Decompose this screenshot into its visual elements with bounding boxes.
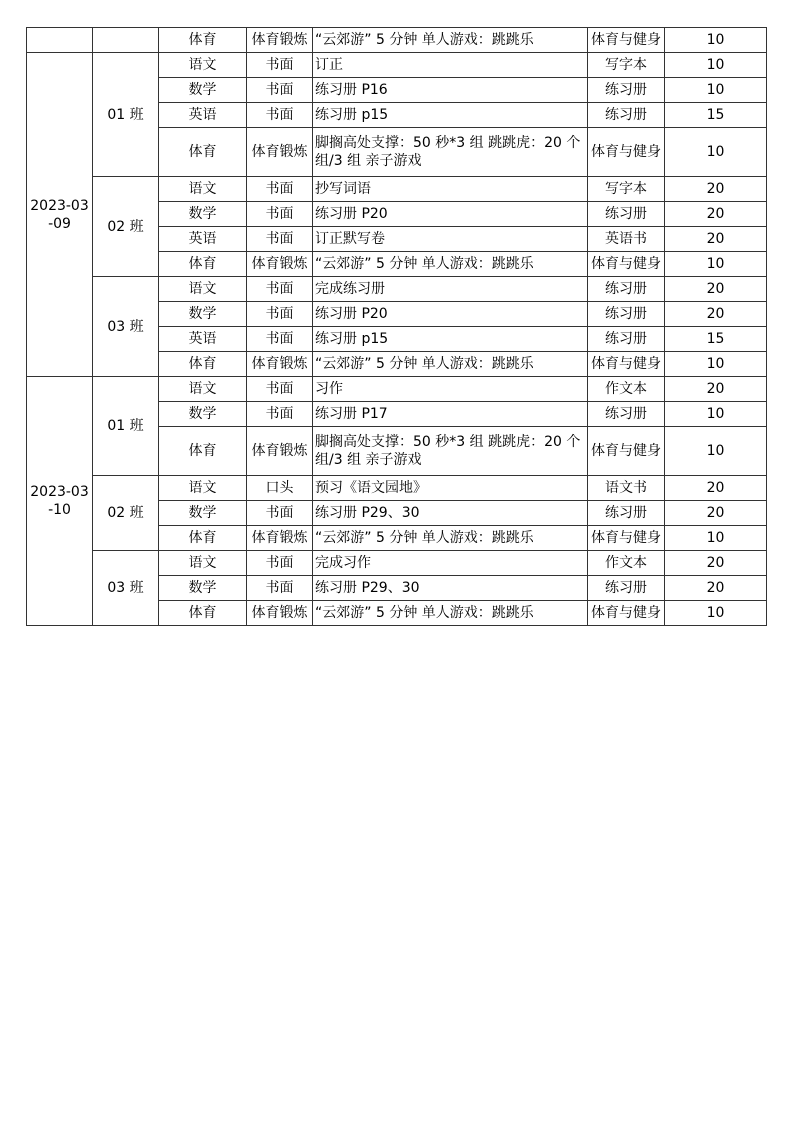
material-cell: 练习册 xyxy=(588,576,665,601)
subject-cell: 数学 xyxy=(159,402,247,427)
content-cell: 脚搁高处支撑：50 秒*3 组 跳跳虎：20 个组/3 组 亲子游戏 xyxy=(313,128,588,177)
type-cell: 书面 xyxy=(247,103,313,128)
content-cell: 练习册 P16 xyxy=(313,78,588,103)
content-cell: 订正 xyxy=(313,53,588,78)
class-cell: 02 班 xyxy=(93,476,159,551)
type-cell: 书面 xyxy=(247,402,313,427)
minutes-cell: 15 xyxy=(665,327,767,352)
material-cell: 作文本 xyxy=(588,551,665,576)
table-row xyxy=(27,28,767,53)
minutes-cell: 20 xyxy=(665,227,767,252)
minutes-cell: 20 xyxy=(665,202,767,227)
material-cell: 练习册 xyxy=(588,302,665,327)
material-cell: 写字本 xyxy=(588,53,665,78)
subject-cell: 数学 xyxy=(159,501,247,526)
material-cell: 体育与健身 xyxy=(588,427,665,476)
material-cell: 体育与健身 xyxy=(588,128,665,177)
subject-cell: 语文 xyxy=(159,476,247,501)
subject-cell: 体育 xyxy=(159,28,247,53)
material-cell: 练习册 xyxy=(588,78,665,103)
content-cell: 练习册 P29、30 xyxy=(313,501,588,526)
material-cell: 练习册 xyxy=(588,327,665,352)
table-row xyxy=(27,551,767,576)
content-cell: 订正默写卷 xyxy=(313,227,588,252)
type-cell: 体育锻炼 xyxy=(247,526,313,551)
material-cell: 练习册 xyxy=(588,202,665,227)
homework-table xyxy=(26,27,767,626)
material-cell: 练习册 xyxy=(588,103,665,128)
subject-cell: 数学 xyxy=(159,78,247,103)
minutes-cell: 10 xyxy=(665,252,767,277)
subject-cell: 语文 xyxy=(159,551,247,576)
table-row xyxy=(27,277,767,302)
date-cell xyxy=(27,28,93,53)
subject-cell: 数学 xyxy=(159,302,247,327)
subject-cell: 语文 xyxy=(159,277,247,302)
material-cell: 练习册 xyxy=(588,277,665,302)
class-cell: 03 班 xyxy=(93,551,159,626)
type-cell: 体育锻炼 xyxy=(247,352,313,377)
content-cell: 练习册 P17 xyxy=(313,402,588,427)
minutes-cell: 10 xyxy=(665,78,767,103)
type-cell: 书面 xyxy=(247,501,313,526)
content-cell: 练习册 p15 xyxy=(313,327,588,352)
table-row xyxy=(27,177,767,202)
minutes-cell: 20 xyxy=(665,277,767,302)
content-cell: “云郊游” 5 分钟 单人游戏：跳跳乐 xyxy=(313,252,588,277)
type-cell: 书面 xyxy=(247,202,313,227)
type-cell: 口头 xyxy=(247,476,313,501)
minutes-cell: 10 xyxy=(665,601,767,626)
content-cell: 练习册 P29、30 xyxy=(313,576,588,601)
minutes-cell: 10 xyxy=(665,28,767,53)
material-cell: 练习册 xyxy=(588,501,665,526)
minutes-cell: 20 xyxy=(665,501,767,526)
type-cell: 体育锻炼 xyxy=(247,128,313,177)
type-cell: 书面 xyxy=(247,78,313,103)
subject-cell: 体育 xyxy=(159,128,247,177)
minutes-cell: 10 xyxy=(665,53,767,78)
subject-cell: 语文 xyxy=(159,377,247,402)
class-cell: 01 班 xyxy=(93,53,159,177)
content-cell: “云郊游” 5 分钟 单人游戏：跳跳乐 xyxy=(313,601,588,626)
material-cell: 语文书 xyxy=(588,476,665,501)
subject-cell: 英语 xyxy=(159,327,247,352)
class-cell: 03 班 xyxy=(93,277,159,377)
material-cell: 体育与健身 xyxy=(588,352,665,377)
content-cell: 练习册 p15 xyxy=(313,103,588,128)
content-cell: 练习册 P20 xyxy=(313,302,588,327)
date-cell: 2023-03-10 xyxy=(27,377,93,626)
content-cell: 练习册 P20 xyxy=(313,202,588,227)
type-cell: 体育锻炼 xyxy=(247,601,313,626)
type-cell: 体育锻炼 xyxy=(247,252,313,277)
subject-cell: 体育 xyxy=(159,427,247,476)
type-cell: 体育锻炼 xyxy=(247,427,313,476)
material-cell: 英语书 xyxy=(588,227,665,252)
subject-cell: 英语 xyxy=(159,103,247,128)
type-cell: 书面 xyxy=(247,177,313,202)
subject-cell: 数学 xyxy=(159,202,247,227)
class-cell xyxy=(93,28,159,53)
minutes-cell: 20 xyxy=(665,576,767,601)
type-cell: 书面 xyxy=(247,327,313,352)
material-cell: 体育与健身 xyxy=(588,28,665,53)
type-cell: 书面 xyxy=(247,576,313,601)
class-cell: 02 班 xyxy=(93,177,159,277)
type-cell: 体育锻炼 xyxy=(247,28,313,53)
type-cell: 书面 xyxy=(247,227,313,252)
material-cell: 作文本 xyxy=(588,377,665,402)
subject-cell: 语文 xyxy=(159,177,247,202)
minutes-cell: 10 xyxy=(665,352,767,377)
content-cell: 完成习作 xyxy=(313,551,588,576)
subject-cell: 体育 xyxy=(159,526,247,551)
type-cell: 书面 xyxy=(247,377,313,402)
subject-cell: 体育 xyxy=(159,352,247,377)
type-cell: 书面 xyxy=(247,277,313,302)
subject-cell: 数学 xyxy=(159,576,247,601)
minutes-cell: 20 xyxy=(665,476,767,501)
type-cell: 书面 xyxy=(247,302,313,327)
minutes-cell: 20 xyxy=(665,177,767,202)
minutes-cell: 10 xyxy=(665,526,767,551)
minutes-cell: 15 xyxy=(665,103,767,128)
table-row xyxy=(27,53,767,78)
table-row xyxy=(27,377,767,402)
material-cell: 体育与健身 xyxy=(588,252,665,277)
minutes-cell: 10 xyxy=(665,128,767,177)
minutes-cell: 10 xyxy=(665,427,767,476)
content-cell: 预习《语文园地》 xyxy=(313,476,588,501)
content-cell: “云郊游” 5 分钟 单人游戏：跳跳乐 xyxy=(313,352,588,377)
content-cell: “云郊游” 5 分钟 单人游戏：跳跳乐 xyxy=(313,28,588,53)
subject-cell: 体育 xyxy=(159,601,247,626)
content-cell: 脚搁高处支撑：50 秒*3 组 跳跳虎：20 个组/3 组 亲子游戏 xyxy=(313,427,588,476)
content-cell: 完成练习册 xyxy=(313,277,588,302)
material-cell: 写字本 xyxy=(588,177,665,202)
material-cell: 练习册 xyxy=(588,402,665,427)
date-cell: 2023-03-09 xyxy=(27,53,93,377)
subject-cell: 语文 xyxy=(159,53,247,78)
type-cell: 书面 xyxy=(247,53,313,78)
content-cell: 抄写词语 xyxy=(313,177,588,202)
minutes-cell: 20 xyxy=(665,377,767,402)
content-cell: “云郊游” 5 分钟 单人游戏：跳跳乐 xyxy=(313,526,588,551)
minutes-cell: 20 xyxy=(665,551,767,576)
minutes-cell: 20 xyxy=(665,302,767,327)
material-cell: 体育与健身 xyxy=(588,601,665,626)
type-cell: 书面 xyxy=(247,551,313,576)
material-cell: 体育与健身 xyxy=(588,526,665,551)
subject-cell: 英语 xyxy=(159,227,247,252)
minutes-cell: 10 xyxy=(665,402,767,427)
subject-cell: 体育 xyxy=(159,252,247,277)
class-cell: 01 班 xyxy=(93,377,159,476)
table-row xyxy=(27,476,767,501)
content-cell: 习作 xyxy=(313,377,588,402)
